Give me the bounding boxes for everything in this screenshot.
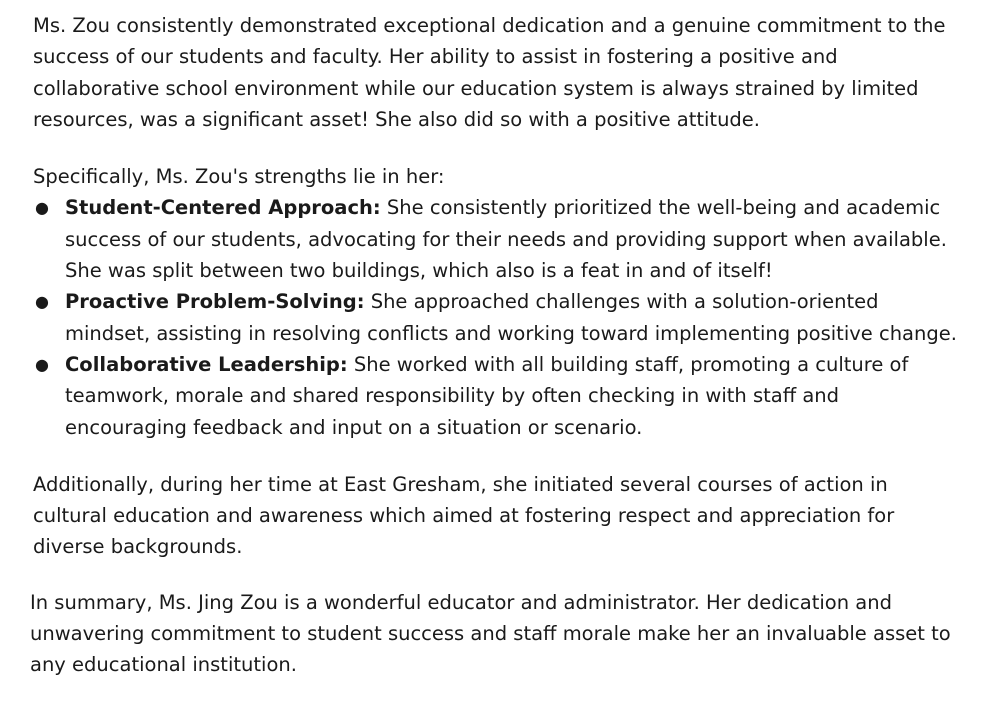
strength-term: Student-Centered Approach: (65, 196, 381, 220)
strengths-list (33, 192, 958, 442)
strength-text: She consistently prioritized the well-being and academic success of our students, advocating for their needs and providing support when available. She was split between two buildings, which also is a feat in and of itself! (65, 196, 947, 283)
strength-term: Collaborative Leadership: (65, 352, 348, 376)
strength-text: She approached challenges with a solution-oriented mindset, assisting in resolving conflicts and working toward implementing positive change. (65, 290, 957, 345)
strength-text: She worked with all building staff, promoting a culture of teamwork, morale and shared responsibility by often checking in with staff and encouraging feedback and input on a situation or scenario. (65, 352, 909, 439)
strength-term: Proactive Problem-Solving: (65, 290, 365, 314)
letter-body (30, 10, 958, 681)
bullet-icon: ● (35, 198, 49, 218)
list-item (33, 286, 958, 349)
strengths-intro: Specifically, Ms. Zou's strengths lie in her: (33, 165, 445, 189)
paragraph-summary: In summary, Ms. Jing Zou is a wonderful educator and administrator. Her dedication and unwavering commitment to student success and staff morale make her an invaluable asset to any educational institution. (30, 590, 951, 677)
paragraph-additional: Additionally, during her time at East Gresham, she initiated several courses of action in cultural education and awareness which aimed at fostering respect and appreciation for diverse backgrounds. (33, 472, 895, 559)
bullet-icon: ● (35, 292, 49, 312)
bullet-icon: ● (35, 354, 49, 374)
paragraph-dedication: Ms. Zou consistently demonstrated exceptional dedication and a genuine commitment to the success of our students and faculty. Her ability to assist in fostering a positive and collaborative school environment while our education system is always strained by limited resources, was a significant asset! She also did so with a positive attitude. (33, 14, 946, 131)
list-item (33, 349, 958, 443)
list-item (33, 192, 958, 286)
